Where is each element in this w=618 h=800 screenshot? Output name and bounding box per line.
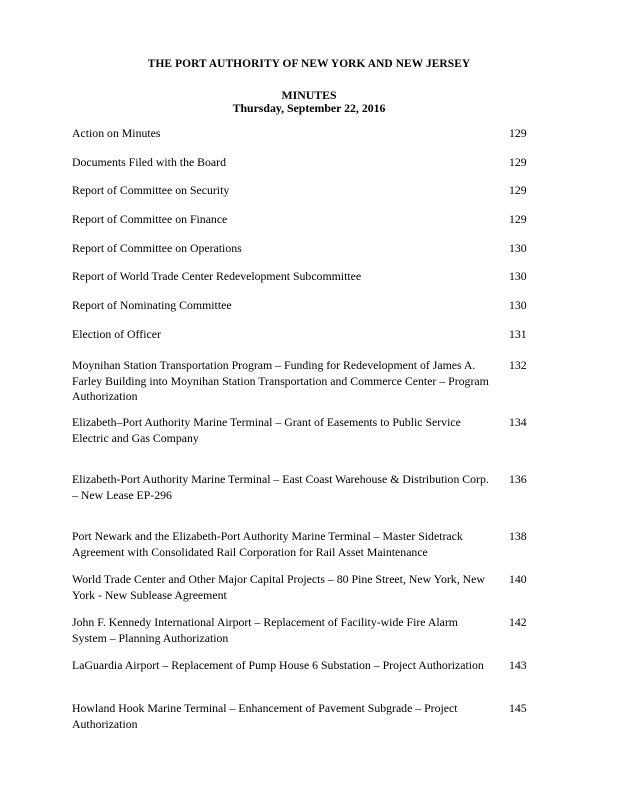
toc-entry-page: 140 [509,572,527,586]
toc-entry-page: 130 [509,269,527,283]
toc-entry-page: 130 [509,298,527,312]
toc-entry-text: Moynihan Station Transportation Program – Funding for Redevelopment of James A. Farley Building into Moynihan Station Transportation and Commerce Center – Program Authorization [72,358,489,403]
toc-entry-page: 129 [509,126,527,140]
toc-entry-text: Report of Nominating Committee [72,298,232,312]
toc-entry-text: Elizabeth-Port Authority Marine Terminal – East Coast Warehouse & Distribution Corp. – New Lease EP-296 [72,472,489,502]
document-title: MINUTES [281,88,337,102]
toc-entry-text: Report of World Trade Center Redevelopment Subcommittee [72,269,362,283]
toc-entry-text: Report of Committee on Security [72,183,230,197]
toc-entry-text: Report of Committee on Operations [72,241,242,255]
toc-entry-page: 136 [509,472,527,486]
toc-entry-text: Action on Minutes [72,126,161,140]
organization-title: THE PORT AUTHORITY OF NEW YORK AND NEW JERSEY [147,58,471,70]
toc-entry-page: 138 [509,529,527,543]
toc-entry-page: 134 [509,415,527,429]
toc-entry-text: Documents Filed with the Board [72,155,226,169]
toc-entry-page: 132 [509,358,527,372]
toc-entry-text: Howland Hook Marine Terminal – Enhancement of Pavement Subgrade – Project Authorization [72,701,458,731]
toc-entry-page: 145 [509,701,527,715]
toc-entry-text: John F. Kennedy International Airport – Replacement of Facility-wide Fire Alarm System – Planning Authorization [72,615,458,645]
toc-entry-page: 142 [509,615,527,629]
toc-entry-page: 129 [509,212,527,226]
toc-entry-text: World Trade Center and Other Major Capital Projects – 80 Pine Street, New York, New York - New Sublease Agreement [72,572,485,602]
toc-entry-text: Report of Committee on Finance [72,212,228,226]
toc-entry-text: LaGuardia Airport – Replacement of Pump House 6 Substation – Project Authorization [72,658,484,672]
toc-entry-text: Election of Officer [72,327,161,341]
toc-entry-page: 130 [509,241,527,255]
toc-entry-text: Port Newark and the Elizabeth-Port Authority Marine Terminal – Master Sidetrack Agreement with Consolidated Rail Corporation for Rail Asset Maintenance [72,529,463,559]
document-date: Thursday, September 22, 2016 [232,101,386,115]
toc-entry-page: 129 [509,155,527,169]
toc-entry-page: 129 [509,183,527,197]
toc-entry-page: 143 [509,658,527,672]
toc-entry-page: 131 [509,327,527,341]
toc-entry-text: Elizabeth–Port Authority Marine Terminal – Grant of Easements to Public Service Electric and Gas Company [72,415,461,445]
